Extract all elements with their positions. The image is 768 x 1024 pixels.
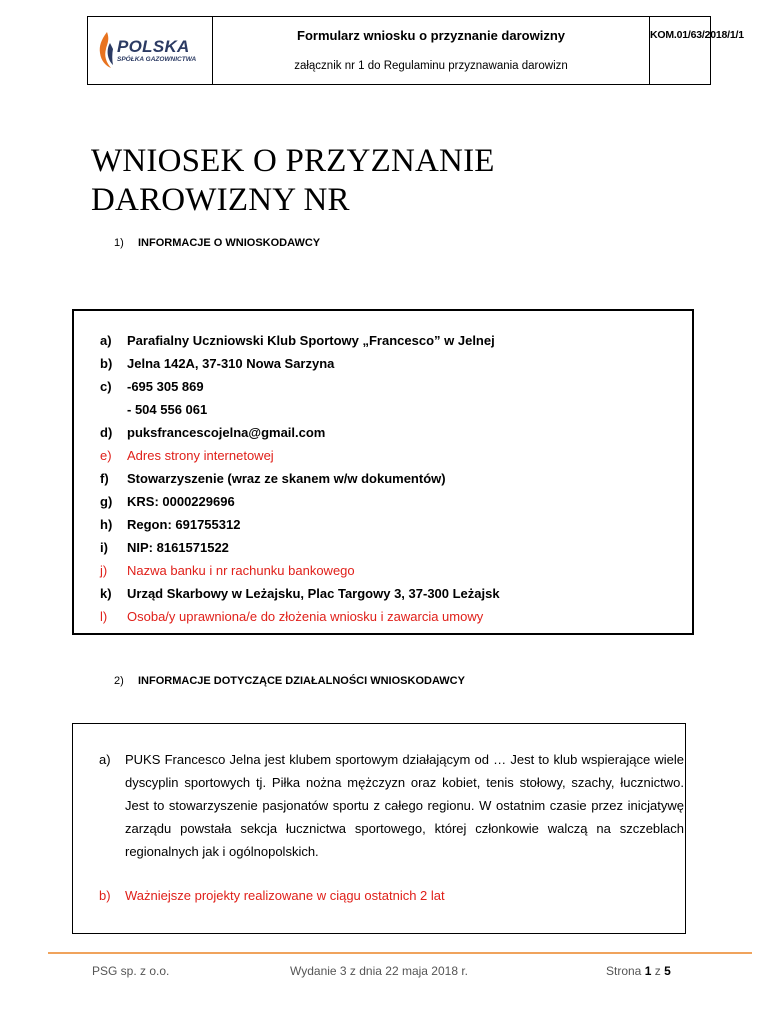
applicant-info-list [100, 332, 500, 631]
applicant-info-item-label: f) [100, 471, 109, 486]
applicant-info-item-text: Regon: 691755312 [127, 517, 241, 532]
applicant-info-item-label: a) [100, 333, 112, 348]
document-title-line2: DAROWIZNY NR [91, 182, 350, 218]
activity-item-b [99, 884, 684, 907]
applicant-info-item-text: - 504 556 061 [127, 402, 208, 417]
document-code: KOM.01/63/2018/1/1 [650, 29, 744, 41]
applicant-info-item-text: Jelna 142A, 37-310 Nowa Sarzyna [127, 356, 335, 371]
applicant-info-item [100, 332, 500, 355]
applicant-info-item [100, 539, 500, 562]
applicant-info-item [100, 378, 500, 401]
section1-number: 1) [114, 237, 124, 249]
footer-page-number [606, 964, 671, 978]
applicant-info-item-label: g) [100, 494, 113, 509]
applicant-info-item-text: Stowarzyszenie (wraz ze skanem w/w dokumentów) [127, 471, 446, 486]
activity-info-box [72, 723, 686, 934]
header-title-cell [213, 17, 650, 84]
applicant-info-item [100, 516, 500, 539]
logo-name: POLSKA [117, 37, 190, 56]
form-subtitle: załącznik nr 1 do Regulaminu przyznawania darowizn [294, 60, 568, 72]
activity-item-b-label: b) [99, 888, 111, 903]
document-title [91, 142, 495, 220]
document-header [87, 16, 744, 85]
footer-company: PSG sp. z o.o. [92, 964, 170, 978]
activity-item-a-text: PUKS Francesco Jelna jest klubem sportowym działającym od … Jest to klub wspierające wiele dyscyplin sportowych tj. Piłka nożna mężczyzn oraz kobiet, tenis stołowy, szachy, łucznictwo. Jest to stowarzyszenie pasjonatów sportu z całego regionu. W ostatnim czasie przez inicjatywę zarządu powstała sekcja łucznictwa sportowego, której członkowie walczą na szczeblach regionalnych jak i ogólnopolskich. [125, 752, 684, 859]
applicant-info-item-label: j) [100, 563, 108, 578]
applicant-info-item [100, 493, 500, 516]
applicant-info-item [100, 608, 500, 631]
footer-page-total: 5 [664, 964, 671, 978]
applicant-info-item-text: puksfrancescojelna@gmail.com [127, 425, 326, 440]
applicant-info-item-text: Urząd Skarbowy w Leżajsku, Plac Targowy 3, 37-300 Leżajsk [127, 586, 500, 601]
applicant-info-item-label: i) [100, 540, 108, 555]
activity-item-a-label: a) [99, 752, 111, 767]
applicant-info-item [100, 447, 500, 470]
applicant-info-item-label: c) [100, 379, 112, 394]
footer-divider [48, 952, 752, 954]
applicant-info-item-label [100, 401, 127, 424]
applicant-info-item-text: Adres strony internetowej [127, 448, 274, 463]
applicant-info-item [100, 355, 500, 378]
applicant-info-item-text: -695 305 869 [127, 379, 204, 394]
applicant-info-item-text: KRS: 0000229696 [127, 494, 235, 509]
applicant-info-item [100, 585, 500, 608]
section2-heading-text: INFORMACJE DOTYCZĄCE DZIAŁALNOŚCI WNIOSKODAWCY [138, 675, 465, 687]
flame-logo-icon [98, 31, 114, 69]
applicant-info-item [100, 424, 500, 447]
section1-heading [114, 237, 320, 249]
applicant-info-item-text: Parafialny Uczniowski Klub Sportowy „Francesco” w Jelnej [127, 333, 495, 348]
form-title: Formularz wniosku o przyznanie darowizny [297, 28, 565, 43]
activity-item-b-text: Ważniejsze projekty realizowane w ciągu ostatnich 2 lat [125, 888, 445, 903]
footer-edition: Wydanie 3 z dnia 22 maja 2018 r. [290, 964, 469, 978]
footer-page-sep: z [654, 964, 661, 978]
header-logo-cell [88, 17, 213, 84]
applicant-info-item-label: b) [100, 356, 113, 371]
footer-page-prefix: Strona [606, 964, 642, 978]
applicant-info-item-text: Nazwa banku i nr rachunku bankowego [127, 563, 355, 578]
activity-item-a [99, 748, 684, 863]
section2-heading [114, 675, 465, 687]
applicant-info-item [100, 562, 500, 585]
applicant-info-item [100, 470, 500, 493]
logo-subname: SPÓŁKA GAZOWNICTWA [117, 56, 197, 63]
applicant-info-item-label: l) [100, 609, 108, 624]
applicant-info-item-label: d) [100, 425, 113, 440]
applicant-info-item-text: NIP: 8161571522 [127, 540, 229, 555]
header-code-cell [650, 17, 744, 84]
applicant-info-item-label: k) [100, 586, 112, 601]
section2-number: 2) [114, 675, 124, 687]
applicant-info-box [72, 309, 694, 635]
applicant-info-item [100, 401, 500, 424]
applicant-info-item-label: e) [100, 448, 112, 463]
document-title-line1: WNIOSEK O PRZYZNANIE [91, 143, 495, 179]
applicant-info-item-text: Osoba/y uprawniona/e do złożenia wniosku i zawarcia umowy [127, 609, 484, 624]
footer-page-current: 1 [644, 964, 652, 978]
section1-heading-text: INFORMACJE O WNIOSKODAWCY [138, 237, 321, 249]
applicant-info-item-label: h) [100, 517, 113, 532]
